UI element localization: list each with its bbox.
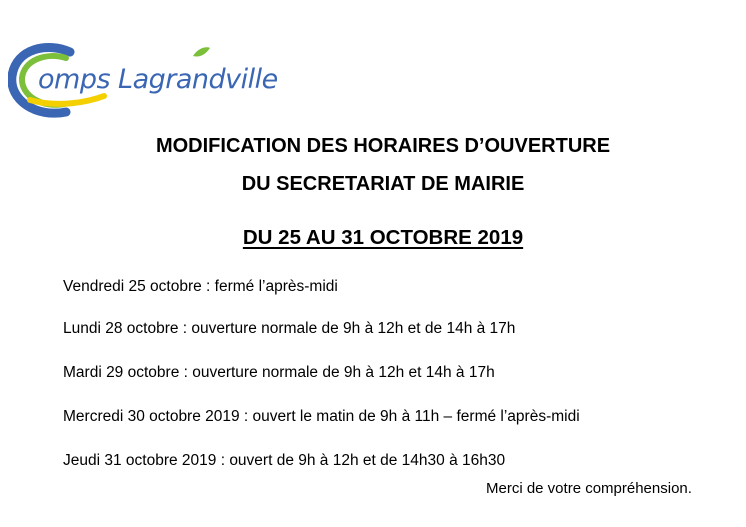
schedule-item-friday: Vendredi 25 octobre : fermé l’après-midi	[63, 278, 338, 295]
logo-text-part1: omps	[38, 64, 111, 95]
schedule-item-thursday: Jeudi 31 octobre 2019 : ouvert de 9h à 12h et de 14h30 à 16h30	[63, 452, 506, 469]
town-logo	[8, 38, 278, 122]
schedule-item-monday: Lundi 28 octobre : ouverture normale de 9h à 12h et de 14h à 17h	[63, 320, 516, 337]
notice-title-line1: MODIFICATION DES HORAIRES D’OUVERTURE	[155, 135, 611, 157]
logo-text-part3: ville	[225, 64, 278, 95]
logo-text-part2: Lagrand	[118, 64, 226, 95]
notice-period-text: DU 25 AU 31 OCTOBRE 2019	[242, 226, 524, 249]
schedule-item-wednesday: Mercredi 30 octobre 2019 : ouvert le matin de 9h à 11h – fermé l’après-midi	[63, 408, 580, 425]
notice-title-line2: DU SECRETARIAT DE MAIRIE	[241, 173, 525, 195]
notice-period	[10, 226, 746, 250]
logo-wordmark	[38, 64, 278, 95]
closing-note: Merci de votre compréhension.	[486, 480, 692, 497]
schedule-item-tuesday: Mardi 29 octobre : ouverture normale de 9h à 12h et 14h à 17h	[63, 364, 495, 381]
